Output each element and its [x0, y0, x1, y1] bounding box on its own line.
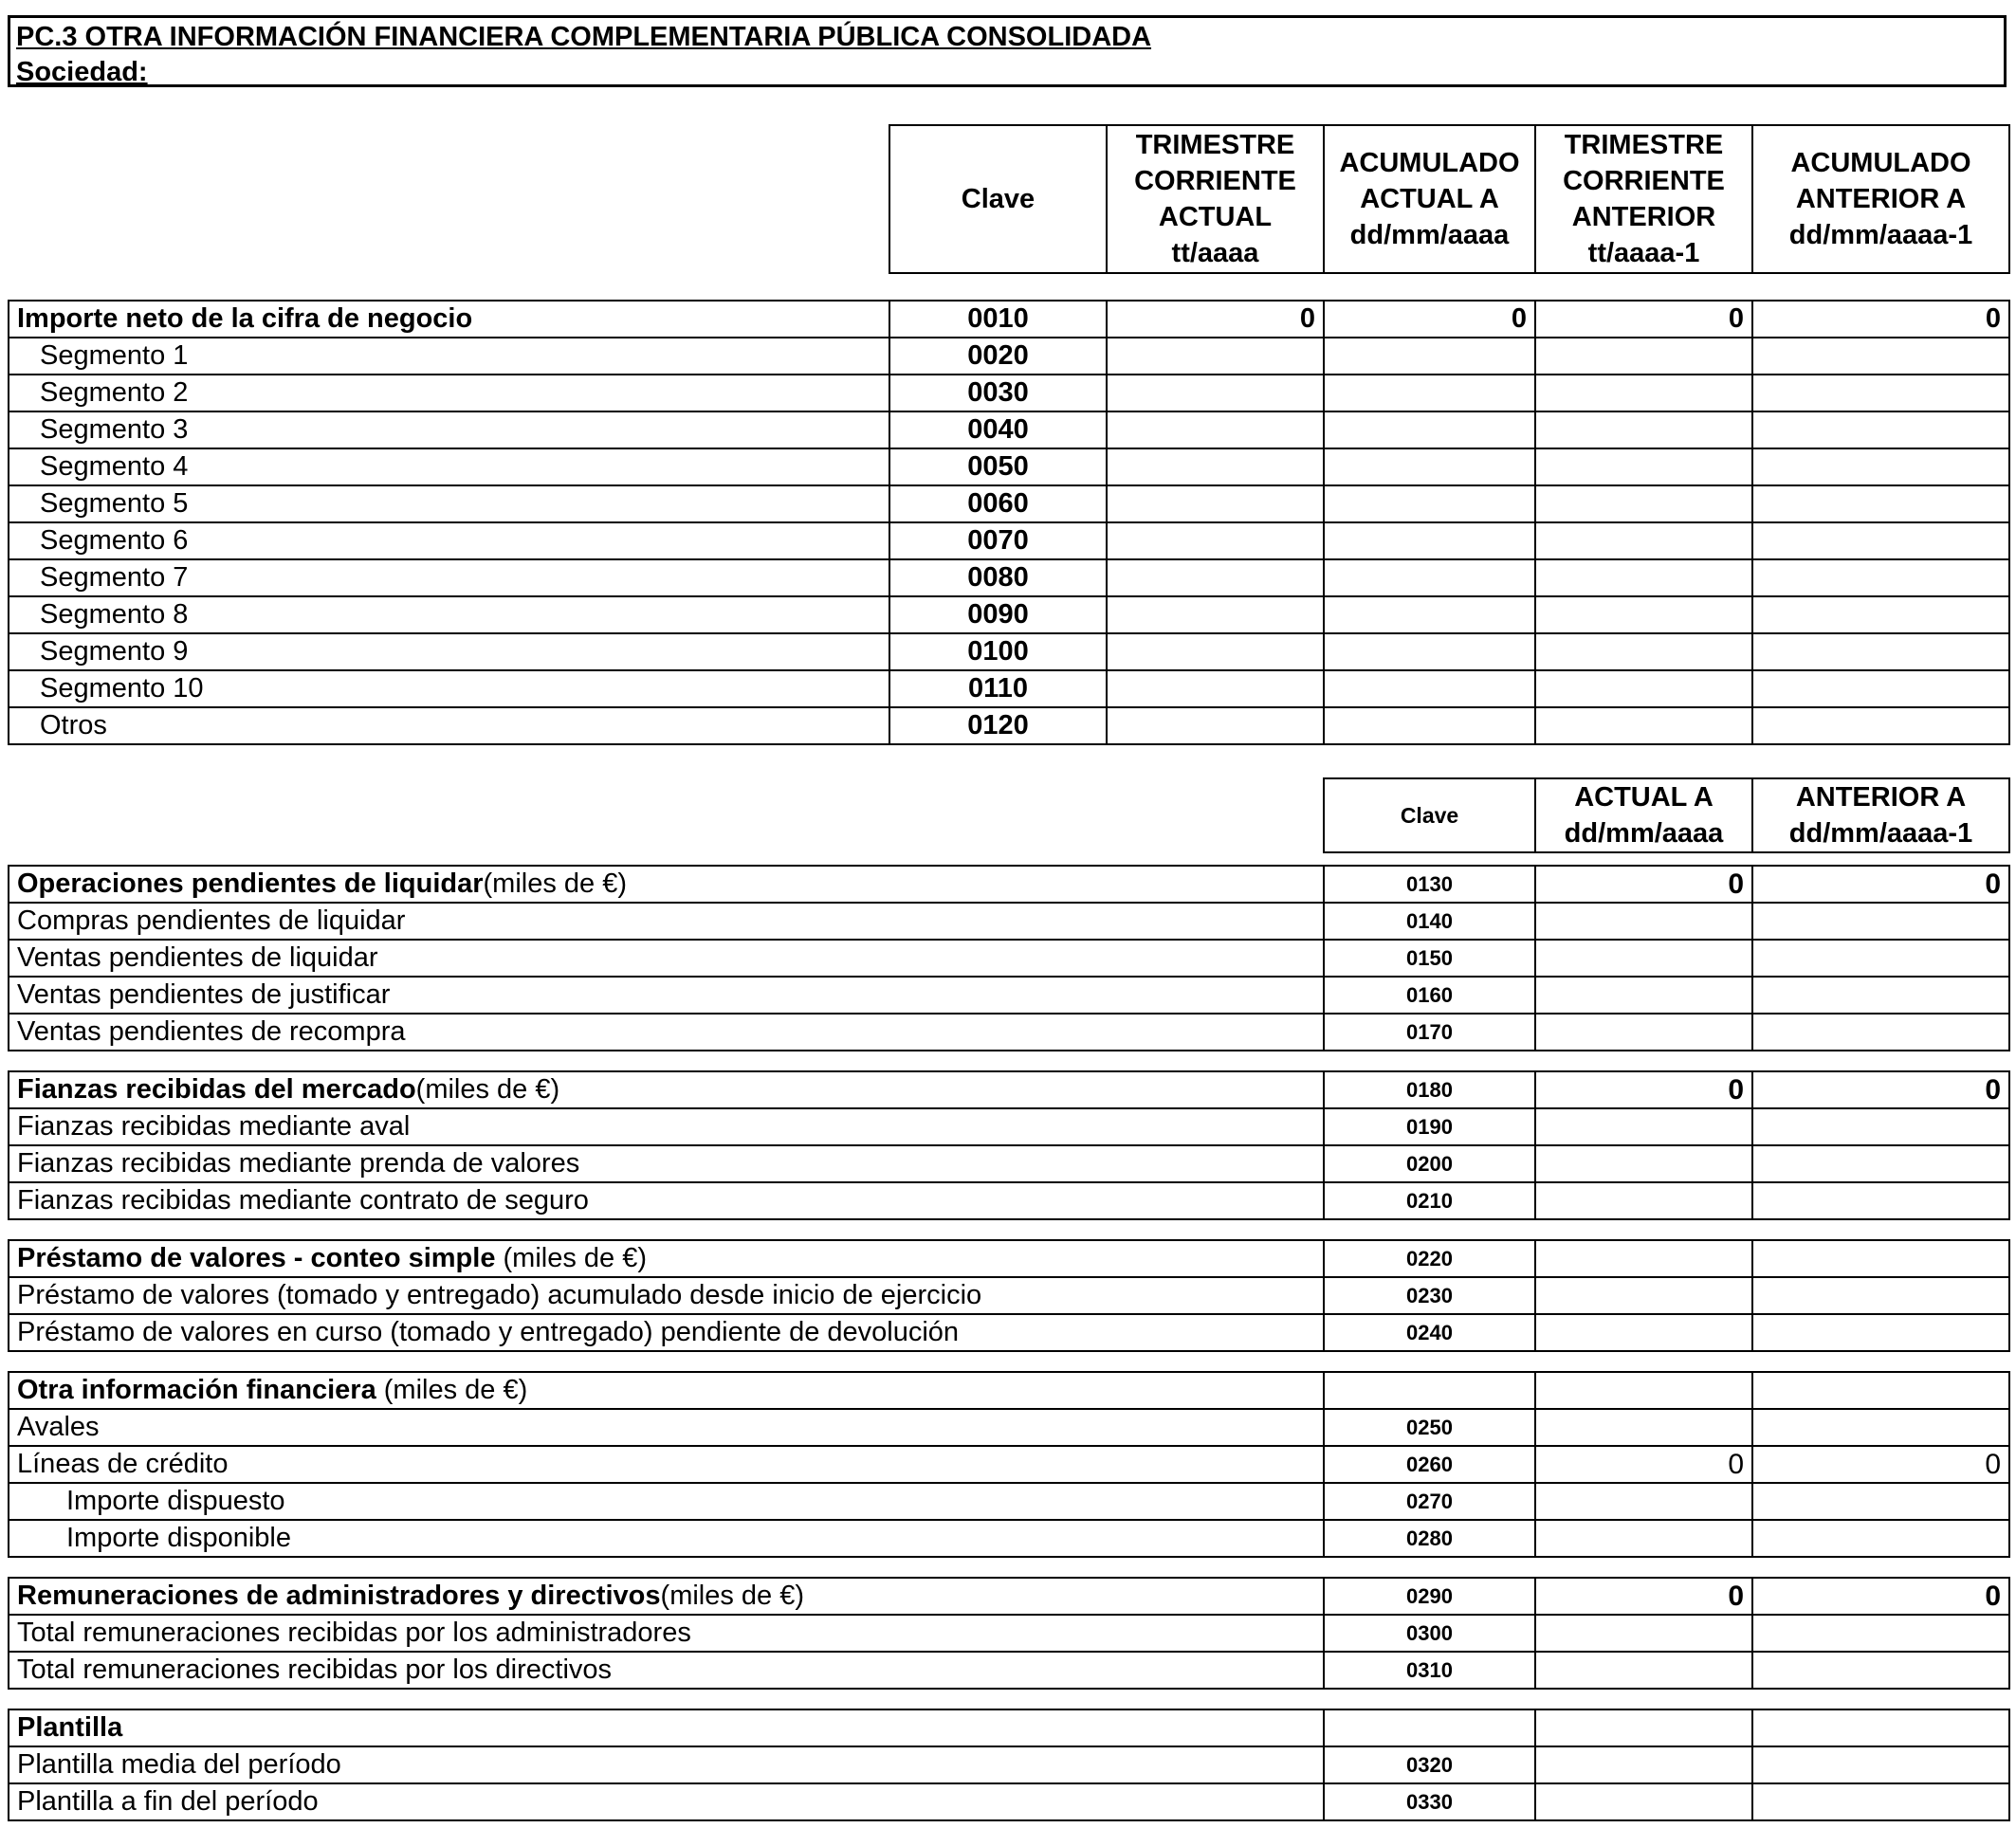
- segment-row: [9, 670, 2009, 707]
- value-cell[interactable]: 0: [1107, 301, 1324, 338]
- value-cell[interactable]: [1107, 411, 1324, 448]
- value-cell[interactable]: [1752, 1014, 2009, 1051]
- total-row: [9, 301, 2009, 338]
- group-title: Préstamo de valores - conteo simple: [17, 1243, 496, 1273]
- detail-row: [9, 1746, 2009, 1783]
- header-blank: [9, 125, 889, 273]
- header-blank: [9, 778, 1324, 852]
- group-label: [9, 1372, 1324, 1409]
- value-cell[interactable]: [1535, 1409, 1752, 1446]
- value-cell[interactable]: [1752, 559, 2009, 596]
- row-code: [1324, 1372, 1535, 1409]
- value-cell[interactable]: [1752, 940, 2009, 977]
- value-cell[interactable]: [1752, 338, 2009, 375]
- value-cell[interactable]: [1752, 1520, 2009, 1557]
- row-label: Segmento 10: [9, 670, 889, 707]
- value-cell[interactable]: [1535, 1652, 1752, 1689]
- row-label: Compras pendientes de liquidar: [9, 903, 1324, 940]
- spacer-cell: [9, 1689, 2009, 1709]
- row-label: Segmento 3: [9, 411, 889, 448]
- row-code: 0120: [889, 707, 1107, 744]
- row-label: Préstamo de valores en curso (tomado y entregado) pendiente de devolución: [9, 1314, 1324, 1351]
- value-cell[interactable]: [1752, 1746, 2009, 1783]
- value-cell[interactable]: [1752, 977, 2009, 1014]
- spacer-row: [9, 1051, 2009, 1071]
- value-cell[interactable]: [1752, 1145, 2009, 1182]
- row-label: Fianzas recibidas mediante aval: [9, 1108, 1324, 1145]
- value-cell[interactable]: [1535, 1108, 1752, 1145]
- value-cell[interactable]: [1107, 670, 1324, 707]
- detail-row: [9, 1615, 2009, 1652]
- value-cell[interactable]: [1752, 411, 2009, 448]
- detail-row: [9, 940, 2009, 977]
- group-label: [9, 1240, 1324, 1277]
- value-cell[interactable]: [1752, 1709, 2009, 1746]
- value-cell[interactable]: [1752, 1314, 2009, 1351]
- row-label: Segmento 6: [9, 522, 889, 559]
- row-label: Importe dispuesto: [9, 1483, 1324, 1520]
- segment-row: [9, 411, 2009, 448]
- financial-table-header: [9, 778, 2009, 852]
- value-cell[interactable]: [1535, 1746, 1752, 1783]
- value-cell[interactable]: [1752, 1652, 2009, 1689]
- value-cell[interactable]: 0: [1752, 1071, 2009, 1108]
- value-cell[interactable]: 0: [1752, 1446, 2009, 1483]
- row-label: Fianzas recibidas mediante prenda de valores: [9, 1145, 1324, 1182]
- value-cell[interactable]: [1107, 375, 1324, 411]
- segment-row: [9, 485, 2009, 522]
- row-code: 0140: [1324, 903, 1535, 940]
- segment-row: [9, 633, 2009, 670]
- value-cell[interactable]: 0: [1752, 301, 2009, 338]
- row-code: 0050: [889, 448, 1107, 485]
- value-cell[interactable]: [1535, 1483, 1752, 1520]
- value-cell[interactable]: [1535, 1783, 1752, 1820]
- value-cell[interactable]: [1752, 903, 2009, 940]
- group-title: Otra información financiera: [17, 1375, 376, 1405]
- row-label: Otros: [9, 707, 889, 744]
- value-cell[interactable]: [1752, 670, 2009, 707]
- spacer-cell: [9, 1351, 2009, 1372]
- value-cell[interactable]: [1535, 411, 1752, 448]
- row-code: 0010: [889, 301, 1107, 338]
- revenue-table: [8, 124, 2010, 745]
- value-cell[interactable]: [1752, 1108, 2009, 1145]
- value-cell[interactable]: [1107, 448, 1324, 485]
- value-cell[interactable]: [1752, 485, 2009, 522]
- value-cell[interactable]: 0: [1535, 866, 1752, 903]
- row-label: Plantilla media del período: [9, 1746, 1324, 1783]
- row-code: 0100: [889, 633, 1107, 670]
- detail-row: [9, 1014, 2009, 1051]
- value-cell[interactable]: [1324, 375, 1535, 411]
- row-code: 0300: [1324, 1615, 1535, 1652]
- col-header: ANTERIOR A dd/mm/aaaa-1: [1752, 778, 2009, 852]
- row-label: Importe neto de la cifra de negocio: [9, 301, 889, 338]
- value-cell[interactable]: [1107, 633, 1324, 670]
- spacer-row: [9, 1219, 2009, 1240]
- row-label: Total remuneraciones recibidas por los directivos: [9, 1652, 1324, 1689]
- value-cell[interactable]: [1535, 1014, 1752, 1051]
- spacer-row: [9, 273, 2009, 301]
- value-cell[interactable]: [1324, 411, 1535, 448]
- segment-row: [9, 596, 2009, 633]
- value-cell[interactable]: [1752, 1372, 2009, 1409]
- detail-row: [9, 1145, 2009, 1182]
- value-cell[interactable]: 0: [1752, 1578, 2009, 1615]
- detail-row: [9, 1520, 2009, 1557]
- value-cell[interactable]: [1752, 1277, 2009, 1314]
- row-label: Importe disponible: [9, 1520, 1324, 1557]
- detail-row: [9, 977, 2009, 1014]
- value-cell[interactable]: [1535, 559, 1752, 596]
- value-cell[interactable]: [1107, 559, 1324, 596]
- detail-row: [9, 1446, 2009, 1483]
- value-cell[interactable]: [1535, 1314, 1752, 1351]
- value-cell[interactable]: [1752, 1182, 2009, 1219]
- row-code: 0260: [1324, 1446, 1535, 1483]
- detail-row: [9, 1483, 2009, 1520]
- value-cell[interactable]: [1107, 707, 1324, 744]
- col-header: ACUMULADO ANTERIOR A dd/mm/aaaa-1: [1752, 125, 2009, 273]
- segment-row: [9, 448, 2009, 485]
- value-cell[interactable]: [1107, 522, 1324, 559]
- row-code: 0220: [1324, 1240, 1535, 1277]
- value-cell[interactable]: [1324, 596, 1535, 633]
- value-cell[interactable]: [1535, 633, 1752, 670]
- value-cell[interactable]: [1752, 448, 2009, 485]
- group-header-row: [9, 1372, 2009, 1409]
- group-header-row: [9, 1578, 2009, 1615]
- row-code: 0290: [1324, 1578, 1535, 1615]
- row-code: 0130: [1324, 866, 1535, 903]
- group-unit: (miles de €): [376, 1375, 528, 1405]
- value-cell[interactable]: [1107, 485, 1324, 522]
- group-header-row: [9, 1240, 2009, 1277]
- value-cell[interactable]: [1107, 596, 1324, 633]
- detail-row: [9, 1182, 2009, 1219]
- value-cell[interactable]: [1752, 707, 2009, 744]
- row-code: 0160: [1324, 977, 1535, 1014]
- row-code: 0080: [889, 559, 1107, 596]
- value-cell[interactable]: [1324, 522, 1535, 559]
- row-label: Ventas pendientes de recompra: [9, 1014, 1324, 1051]
- spacer-cell: [9, 852, 2009, 866]
- value-cell[interactable]: [1535, 1615, 1752, 1652]
- value-cell[interactable]: [1535, 596, 1752, 633]
- row-label: Segmento 8: [9, 596, 889, 633]
- row-label: Líneas de crédito: [9, 1446, 1324, 1483]
- row-label: Plantilla a fin del período: [9, 1783, 1324, 1820]
- row-label: Segmento 4: [9, 448, 889, 485]
- detail-row: [9, 1409, 2009, 1446]
- row-label: Ventas pendientes de liquidar: [9, 940, 1324, 977]
- row-label: Segmento 7: [9, 559, 889, 596]
- detail-row: [9, 1108, 2009, 1145]
- detail-row: [9, 1783, 2009, 1820]
- group-title: Operaciones pendientes de liquidar: [17, 868, 484, 899]
- group-label: [9, 1071, 1324, 1108]
- value-cell[interactable]: [1535, 1709, 1752, 1746]
- detail-row: [9, 1652, 2009, 1689]
- row-code: 0280: [1324, 1520, 1535, 1557]
- value-cell[interactable]: [1752, 1483, 2009, 1520]
- row-code: 0310: [1324, 1652, 1535, 1689]
- group-unit: (miles de €): [495, 1243, 648, 1273]
- row-code: 0250: [1324, 1409, 1535, 1446]
- value-cell[interactable]: [1752, 375, 2009, 411]
- row-code: 0210: [1324, 1182, 1535, 1219]
- value-cell[interactable]: [1324, 338, 1535, 375]
- row-code: 0070: [889, 522, 1107, 559]
- detail-row: [9, 1277, 2009, 1314]
- col-header: ACUMULADO ACTUAL A dd/mm/aaaa: [1324, 125, 1535, 273]
- group-header-row: [9, 866, 2009, 903]
- segment-row: [9, 522, 2009, 559]
- value-cell[interactable]: [1535, 940, 1752, 977]
- segment-row: [9, 707, 2009, 744]
- value-cell[interactable]: [1107, 338, 1324, 375]
- value-cell[interactable]: 0: [1535, 1578, 1752, 1615]
- segment-row: [9, 375, 2009, 411]
- group-title: Fianzas recibidas del mercado: [17, 1074, 416, 1105]
- clave-header: Clave: [889, 125, 1107, 273]
- value-cell[interactable]: [1535, 522, 1752, 559]
- value-cell[interactable]: [1535, 1372, 1752, 1409]
- row-code: 0170: [1324, 1014, 1535, 1051]
- row-label: Ventas pendientes de justificar: [9, 977, 1324, 1014]
- row-label: Segmento 9: [9, 633, 889, 670]
- value-cell[interactable]: [1535, 670, 1752, 707]
- value-cell[interactable]: [1535, 1277, 1752, 1314]
- detail-row: [9, 903, 2009, 940]
- form-title-box: [8, 15, 2007, 87]
- row-code: 0090: [889, 596, 1107, 633]
- group-unit: (miles de €): [660, 1581, 805, 1611]
- group-unit: (miles de €): [415, 1074, 560, 1105]
- value-cell[interactable]: [1752, 596, 2009, 633]
- row-code: 0200: [1324, 1145, 1535, 1182]
- spacer-row: [9, 852, 2009, 866]
- value-cell[interactable]: [1752, 522, 2009, 559]
- value-cell[interactable]: [1752, 633, 2009, 670]
- value-cell[interactable]: [1535, 375, 1752, 411]
- group-title: Plantilla: [17, 1712, 123, 1743]
- row-label: Fianzas recibidas mediante contrato de seguro: [9, 1182, 1324, 1219]
- value-cell[interactable]: 0: [1535, 1446, 1752, 1483]
- value-cell[interactable]: [1535, 448, 1752, 485]
- spacer-cell: [9, 1557, 2009, 1578]
- row-label: Total remuneraciones recibidas por los administradores: [9, 1615, 1324, 1652]
- value-cell[interactable]: [1752, 1409, 2009, 1446]
- row-code: 0150: [1324, 940, 1535, 977]
- row-code: 0030: [889, 375, 1107, 411]
- row-code: 0040: [889, 411, 1107, 448]
- row-code: 0330: [1324, 1783, 1535, 1820]
- value-cell[interactable]: [1535, 485, 1752, 522]
- value-cell[interactable]: [1535, 1240, 1752, 1277]
- group-title: Remuneraciones de administradores y directivos: [17, 1581, 661, 1611]
- col-header: TRIMESTRE CORRIENTE ANTERIOR tt/aaaa-1: [1535, 125, 1752, 273]
- row-code: 0060: [889, 485, 1107, 522]
- value-cell[interactable]: 0: [1324, 301, 1535, 338]
- form-title: PC.3 OTRA INFORMACIÓN FINANCIERA COMPLEMENTARIA PÚBLICA CONSOLIDADA: [16, 22, 1152, 52]
- row-code: 0020: [889, 338, 1107, 375]
- row-label: Segmento 2: [9, 375, 889, 411]
- value-cell[interactable]: [1752, 1615, 2009, 1652]
- value-cell[interactable]: [1324, 448, 1535, 485]
- value-cell[interactable]: [1535, 977, 1752, 1014]
- spacer-cell: [9, 1219, 2009, 1240]
- segment-row: [9, 559, 2009, 596]
- value-cell[interactable]: [1324, 559, 1535, 596]
- value-cell[interactable]: [1535, 1145, 1752, 1182]
- group-header-row: [9, 1709, 2009, 1746]
- group-header-row: [9, 1071, 2009, 1108]
- row-code: 0320: [1324, 1746, 1535, 1783]
- col-header: TRIMESTRE CORRIENTE ACTUAL tt/aaaa: [1107, 125, 1324, 273]
- value-cell[interactable]: [1324, 670, 1535, 707]
- value-cell[interactable]: 0: [1535, 301, 1752, 338]
- group-label: [9, 1578, 1324, 1615]
- clave-header: Clave: [1324, 778, 1535, 852]
- value-cell[interactable]: [1324, 485, 1535, 522]
- value-cell[interactable]: [1324, 707, 1535, 744]
- revenue-table-header: [9, 125, 2009, 273]
- group-unit: (miles de €): [483, 868, 628, 899]
- row-code: 0190: [1324, 1108, 1535, 1145]
- group-label: [9, 866, 1324, 903]
- company-label: Sociedad:: [16, 57, 148, 87]
- row-label: Préstamo de valores (tomado y entregado) acumulado desde inicio de ejercicio: [9, 1277, 1324, 1314]
- group-label: [9, 1709, 1324, 1746]
- spacer-row: [9, 1557, 2009, 1578]
- row-code: [1324, 1709, 1535, 1746]
- financial-info-table: [8, 777, 2010, 1821]
- value-cell[interactable]: [1324, 633, 1535, 670]
- value-cell[interactable]: [1535, 1182, 1752, 1219]
- segment-row: [9, 338, 2009, 375]
- spacer-cell: [9, 1051, 2009, 1071]
- value-cell[interactable]: [1752, 1783, 2009, 1820]
- row-code: 0240: [1324, 1314, 1535, 1351]
- value-cell[interactable]: [1752, 1240, 2009, 1277]
- detail-row: [9, 1314, 2009, 1351]
- spacer-row: [9, 1689, 2009, 1709]
- row-label: Segmento 1: [9, 338, 889, 375]
- value-cell[interactable]: 0: [1752, 866, 2009, 903]
- row-label: Avales: [9, 1409, 1324, 1446]
- row-code: 0270: [1324, 1483, 1535, 1520]
- spacer-row: [9, 1351, 2009, 1372]
- col-header: ACTUAL A dd/mm/aaaa: [1535, 778, 1752, 852]
- value-cell[interactable]: [1535, 903, 1752, 940]
- value-cell[interactable]: [1535, 707, 1752, 744]
- row-label: Segmento 5: [9, 485, 889, 522]
- value-cell[interactable]: [1535, 338, 1752, 375]
- row-code: 0180: [1324, 1071, 1535, 1108]
- row-code: 0110: [889, 670, 1107, 707]
- row-code: 0230: [1324, 1277, 1535, 1314]
- value-cell[interactable]: [1535, 1520, 1752, 1557]
- value-cell[interactable]: 0: [1535, 1071, 1752, 1108]
